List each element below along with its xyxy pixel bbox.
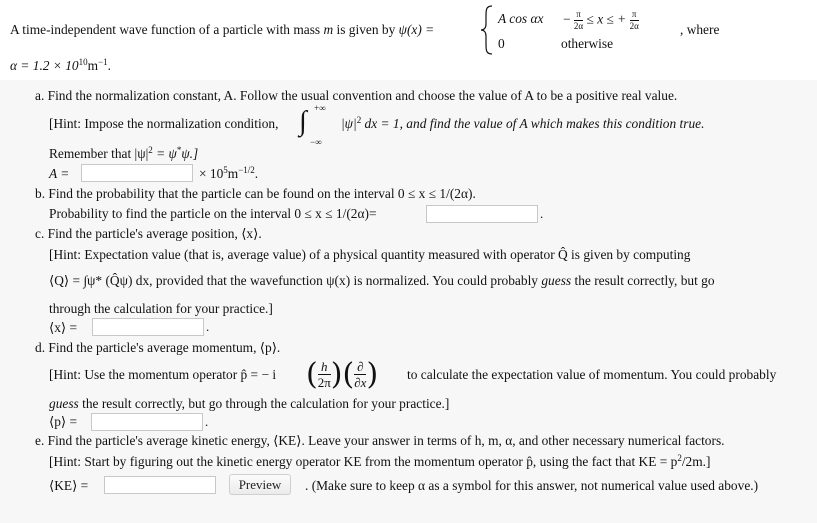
part-a-heading: a. Find the normalization constant, A. Follow the usual convention and choose the value of A to be a positive real value. (35, 88, 678, 103)
b-answer-input[interactable] (426, 205, 538, 223)
part-c-hint-line1: [Hint: Expectation value (that is, average value) of a physical quantity measured with operator Q̂ is given by computing (49, 247, 691, 262)
part-d-operator: ( $\frac{h}{2\pi}$ )( $\frac{\partial}{\partial x}$ ) (306, 356, 379, 392)
part-d-hint-tail: to calculate the expectation value of momentum. You could probably (407, 367, 777, 382)
part-b-answer-label: Probability to find the particle on the interval 0 ≤ x ≤ 1/(2α)= (49, 206, 377, 221)
part-a-remember: Remember that $|\psi|^2 = \psi^*\psi$.] (49, 145, 199, 161)
integral-sign: ∫ (299, 106, 307, 137)
part-d-answer-end: . (205, 414, 209, 429)
part-d-hint-lead: [Hint: Use the momentum operator p̂ = − i (49, 367, 277, 382)
int-lower-limit: −∞ (310, 137, 322, 147)
where-text: , where (680, 22, 720, 37)
case1-range: − $\frac{\pi}{2\alpha}$ ≤ x ≤ + $\frac{\pi}{2\alpha}$ (563, 9, 639, 31)
case2-cond: otherwise (561, 36, 614, 51)
part-c-answer-label: ⟨x⟩ = (49, 320, 78, 335)
intro-lead-text: A time-independent wave function of a particle with mass (10, 22, 321, 37)
a-answer-input[interactable] (81, 164, 193, 182)
e-answer-input[interactable] (104, 476, 216, 494)
part-d-heading: d. Find the particle's average momentum, ⟨p⟩. (35, 340, 281, 355)
case1-expr: A cos αx (498, 11, 544, 26)
part-e-heading: e. Find the particle's average kinetic energy, ⟨KE⟩. Leave your answer in terms of h, m, α, and other necessary numerical factors. (35, 433, 725, 448)
part-d-hint-line2: guess the result correctly, but go through the calculation for your practice.] (49, 396, 450, 411)
mass-symbol: m (323, 22, 334, 37)
part-a-integrand: $|\psi|^2$ dx = 1, and find the value of A which makes this condition true. (341, 115, 705, 131)
piecewise-brace (480, 4, 494, 56)
preview-button[interactable]: Preview (229, 474, 291, 495)
part-a-hint-lead: [Hint: Impose the normalization condition, (49, 116, 279, 131)
part-c-heading: c. Find the particle's average position, ⟨x⟩. (35, 226, 262, 241)
intro-given-by: is given by (336, 22, 396, 37)
part-e-note: . (Make sure to keep α as a symbol for this answer, not numerical value used above.) (305, 478, 759, 493)
intro-statement (10, 22, 434, 38)
part-e-hint: [Hint: Start by figuring out the kinetic energy operator KE from the momentum operator p̂, using the fact that KE = $p^2/2m$.] (49, 453, 711, 469)
part-b-answer-end: . (540, 206, 544, 221)
case2-expr: 0 (498, 36, 505, 51)
part-d-answer-label: ⟨p⟩ = (49, 414, 78, 429)
part-c-answer-end: . (206, 319, 210, 334)
part-a-unit: × $10^5m^{-1/2}$. (199, 165, 259, 181)
part-c-hint-expr: ⟨Q⟩ = ∫ψ* (Q̂ψ) dx, provided that the wavefunction ψ(x) is normalized. You could probably guess the result correctly, but go (49, 273, 715, 288)
c-answer-input[interactable] (92, 318, 204, 336)
int-upper-limit: +∞ (314, 103, 326, 113)
alpha-definition: $\alpha = 1.2 \times 10^{10}m^{-1}$. (10, 57, 111, 73)
part-e-answer-label: ⟨KE⟩ = (49, 478, 89, 493)
psi-of-x: ψ(x) = (398, 22, 435, 37)
part-b-heading: b. Find the probability that the particle can be found on the interval 0 ≤ x ≤ 1/(2α). (35, 186, 476, 201)
part-c-hint-line3: through the calculation for your practice.] (49, 301, 273, 316)
d-answer-input[interactable] (91, 413, 203, 431)
part-a-answer-label: A = (49, 166, 70, 181)
